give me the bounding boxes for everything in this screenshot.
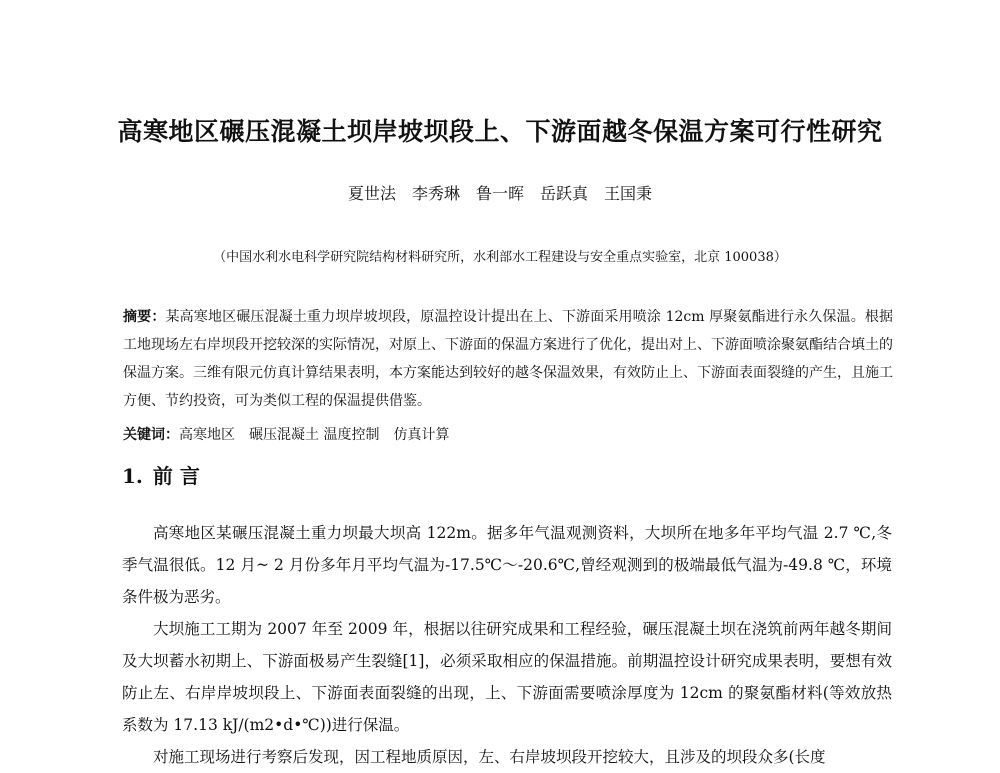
author-list: 夏世法 李秀琳 鲁一晖 岳跃真 王国秉: [347, 184, 652, 203]
paragraph: 对施工现场进行考察后发现，因工程地质原因，左、右岸坡坝段开挖较大，且涉及的坝段众多(长度: [153, 748, 826, 766]
keywords-label: 关键词：: [123, 427, 179, 443]
section-title: 前 言: [152, 464, 200, 488]
body-text: [122, 517, 892, 773]
affiliation: （中国水利水电科学研究院结构材料研究所，水利部水工程建设与安全重点实验室，北京 100038）: [213, 250, 787, 265]
section-heading: [122, 460, 210, 489]
paragraph: 大坝施工工期为 2007 年至 2009 年，根据以往研究成果和工程经验，碾压混凝土坝在浇筑前两年越冬期间及大坝蓄水初期上、下游面极易产生裂缝[1]，必须采取相应的保温措施。前期温控设计研究成果表明，要想有效防止左、右岸岸坡坝段上、下游面表面裂缝的出现，上、下游面需要喷涂厚度为 12cm 的聚氨酯材料(等效放热系数为 17.13 kJ/(m2•d•℃))进行保温。: [122, 620, 892, 734]
abstract-text: 某高寒地区碾压混凝土重力坝岸坡坝段，原温控设计提出在上、下游面采用喷涂 12cm 厚聚氨酯进行永久保温。根据工地现场左右岸坝段开挖较深的实际情况，对原上、下游面的保温方案进行了优化，提出对上、下游面喷涂聚氨酯结合填土的保温方案。三维有限元仿真计算结果表明，本方案能达到较好的越冬保温效果，有效防止上、下游面表面裂缝的产生，且施工方便、节约投资，可为类似工程的保温提供借鉴。: [123, 309, 894, 409]
section-number: 1.: [122, 464, 143, 488]
paragraph: 高寒地区某碾压混凝土重力坝最大坝高 122m。据多年气温观测资料，大坝所在地多年平均气温 2.7 ℃,冬季气温很低。12 月~ 2 月份多年月平均气温为-17.5℃～-20.6℃,曾经观测到的极端最低气温为-49.8 ℃，环境条件极为恶劣。: [122, 524, 892, 606]
keywords-text: 高寒地区 碾压混凝土 温度控制 仿真计算: [179, 427, 450, 443]
abstract: [123, 303, 893, 415]
abstract-label: 摘要：: [123, 309, 166, 325]
paper-title: 高寒地区碾压混凝土坝岸坡坝段上、下游面越冬保温方案可行性研究: [117, 117, 883, 146]
keywords: [123, 423, 893, 447]
